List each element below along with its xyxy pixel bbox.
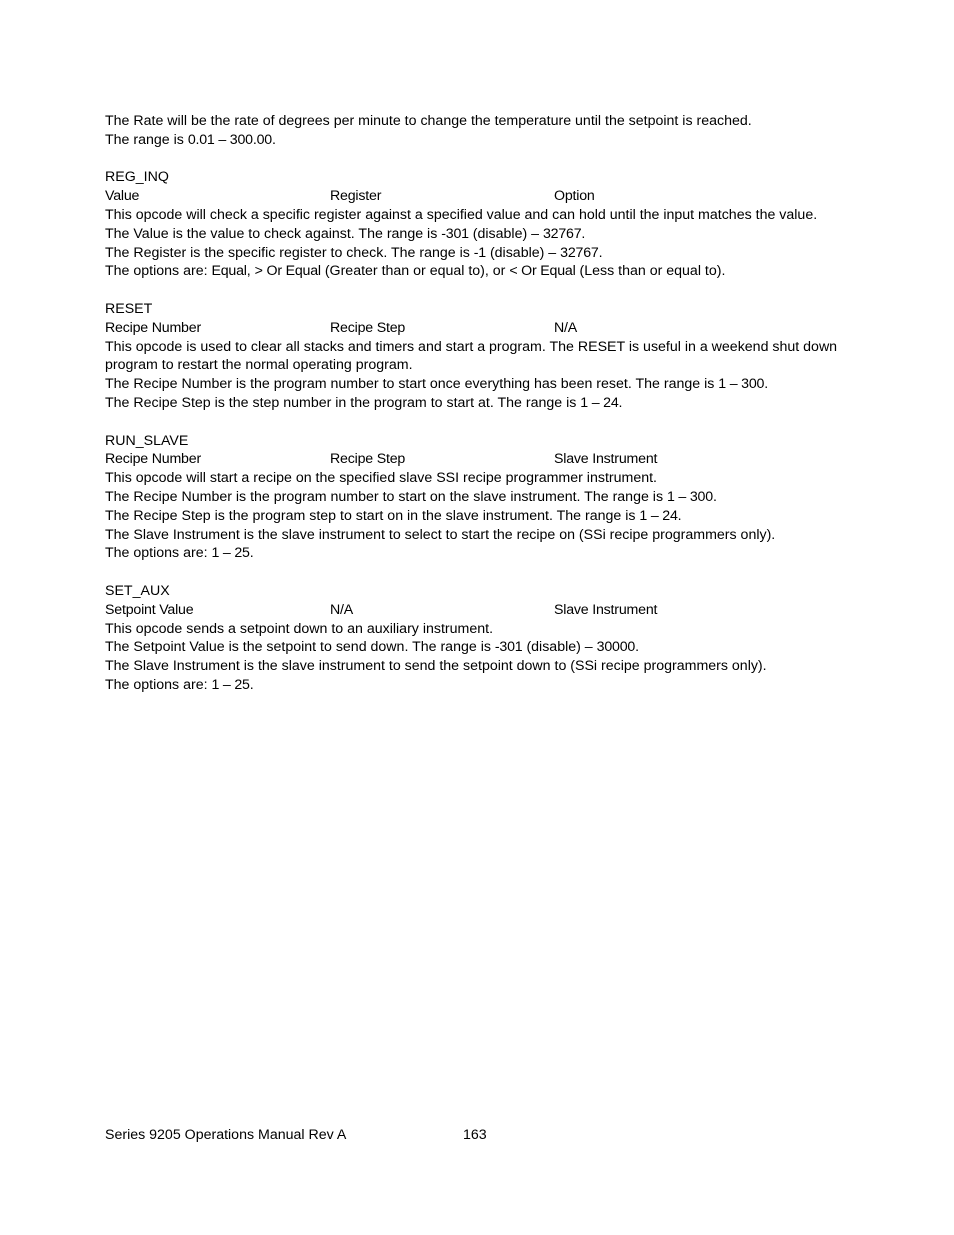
option-greater-desc: (Greater than or equal to), or [320, 263, 510, 280]
slave-instrument-line: The Slave Instrument is the slave instrument to send the setpoint down to (SSi recipe programmers only). [105, 658, 767, 675]
setpoint-prefix: The Setpoint Value is the setpoint to send down. The range is [105, 639, 495, 656]
section-description: This opcode will start a recipe on the specified slave SSI recipe programmer instrument. [105, 470, 657, 487]
options-prefix: The options are: [105, 263, 212, 280]
option-equal: Equal [211, 263, 247, 280]
recipe-number-line [105, 375, 850, 394]
recipe-number-prefix: The Recipe Number is the program number to start on the slave instrument. The range is [105, 488, 667, 505]
register-range-line [105, 244, 850, 263]
section-description: This opcode will check a specific register against a specified value and can hold until the input matches the value. [105, 206, 818, 223]
value-suffix: . [581, 225, 586, 242]
param-col-1: Value [105, 188, 140, 205]
options-prefix: The options are: [105, 676, 212, 693]
recipe-number-range: 1 – 300 [667, 488, 713, 505]
recipe-number-line [105, 488, 850, 507]
param-col-3: N/A [554, 319, 578, 336]
param-col-1: Setpoint Value [105, 601, 194, 618]
option-separator: , [246, 263, 255, 280]
section-reg-inq [105, 168, 850, 281]
options-prefix: The options are: [105, 545, 212, 562]
recipe-number-suffix: . [764, 376, 769, 393]
options-line [105, 262, 850, 281]
param-col-1: Recipe Number [105, 451, 201, 468]
options-range: 1 – 25 [211, 676, 250, 693]
parameter-columns [105, 187, 850, 206]
param-col-1: Recipe Number [105, 319, 201, 336]
section-heading: RESET [105, 300, 153, 317]
section-run-slave [105, 432, 850, 564]
section-description: This opcode sends a setpoint down to an auxiliary instrument. [105, 620, 494, 637]
param-col-3: Option [554, 188, 595, 205]
options-suffix: . [249, 545, 254, 562]
intro-range-prefix: The range is [105, 131, 188, 148]
recipe-step-suffix: . [677, 507, 682, 524]
setpoint-max: 30000 [596, 639, 636, 656]
value-mid: (disable) – [468, 225, 543, 242]
section-heading: RUN_SLAVE [105, 432, 189, 449]
setpoint-suffix: . [635, 639, 640, 656]
options-line [105, 676, 850, 695]
intro-line-2 [105, 131, 850, 150]
parameter-columns [105, 601, 850, 620]
value-min: -301 [441, 225, 469, 242]
footer-manual-title: Series 9205 Operations Manual Rev A [105, 1127, 347, 1143]
register-mid: (disable) – [486, 244, 561, 261]
param-col-2: Recipe Step [330, 319, 406, 336]
recipe-step-suffix: . [618, 394, 623, 411]
page-body [105, 112, 850, 695]
setpoint-range-line [105, 638, 850, 657]
param-col-2: Register [330, 188, 382, 205]
setpoint-min: -301 [494, 639, 523, 656]
recipe-step-line [105, 507, 850, 526]
options-suffix: . [249, 676, 254, 693]
intro-line-1: The Rate will be the rate of degrees per minute to change the temperature until the setpoint is reached. [105, 113, 752, 129]
parameter-columns [105, 450, 850, 469]
recipe-number-range: 1 – 300 [718, 376, 765, 393]
recipe-number-prefix: The Recipe Number is the program number to start once everything has been reset. The range is [105, 376, 719, 393]
parameter-columns [105, 319, 850, 338]
options-line [105, 544, 850, 563]
recipe-step-prefix: The Recipe Step is the program step to start on in the slave instrument. The range is [105, 507, 640, 524]
option-greater-or-equal: > Or Equal [254, 263, 321, 280]
register-suffix: . [598, 244, 603, 261]
footer-page-number: 163 [463, 1127, 487, 1143]
param-col-3: Slave Instrument [554, 601, 658, 618]
value-max: 32767 [542, 225, 582, 242]
options-range: 1 – 25 [211, 545, 250, 562]
section-heading: SET_AUX [105, 582, 170, 599]
setpoint-mid: (disable) – [522, 639, 597, 656]
register-max: 32767 [560, 244, 599, 261]
recipe-step-range: 1 – 24 [580, 394, 619, 411]
value-range-line [105, 225, 850, 244]
intro-range-suffix: . [272, 131, 276, 148]
recipe-step-prefix: The Recipe Step is the step number in the program to start at. The range is [105, 394, 581, 411]
recipe-step-range: 1 – 24 [639, 507, 678, 524]
section-heading: REG_INQ [105, 169, 169, 186]
register-min: -1 [473, 244, 486, 261]
option-less-or-equal: < Or Equal [509, 263, 576, 280]
section-reset [105, 300, 850, 413]
recipe-number-suffix: . [712, 488, 717, 505]
param-col-2: Recipe Step [330, 451, 406, 468]
section-set-aux [105, 582, 850, 695]
param-col-2: N/A [330, 601, 354, 618]
param-col-3: Slave Instrument [554, 451, 658, 468]
value-prefix: The Value is the value to check against. The range is [105, 225, 442, 242]
section-description: This opcode is used to clear all stacks and timers and start a program. The RESET is useful in a weekend shut down program to restart the normal operating program. [105, 338, 838, 374]
intro-range: 0.01 – 300.00 [187, 131, 272, 148]
slave-instrument-line: The Slave Instrument is the slave instrument to select to start the recipe on (SSi recipe programmers only). [105, 526, 776, 543]
option-less-desc: (Less than or equal to). [575, 263, 726, 280]
register-prefix: The Register is the specific register to check. The range is [105, 244, 474, 261]
recipe-step-line [105, 394, 850, 413]
